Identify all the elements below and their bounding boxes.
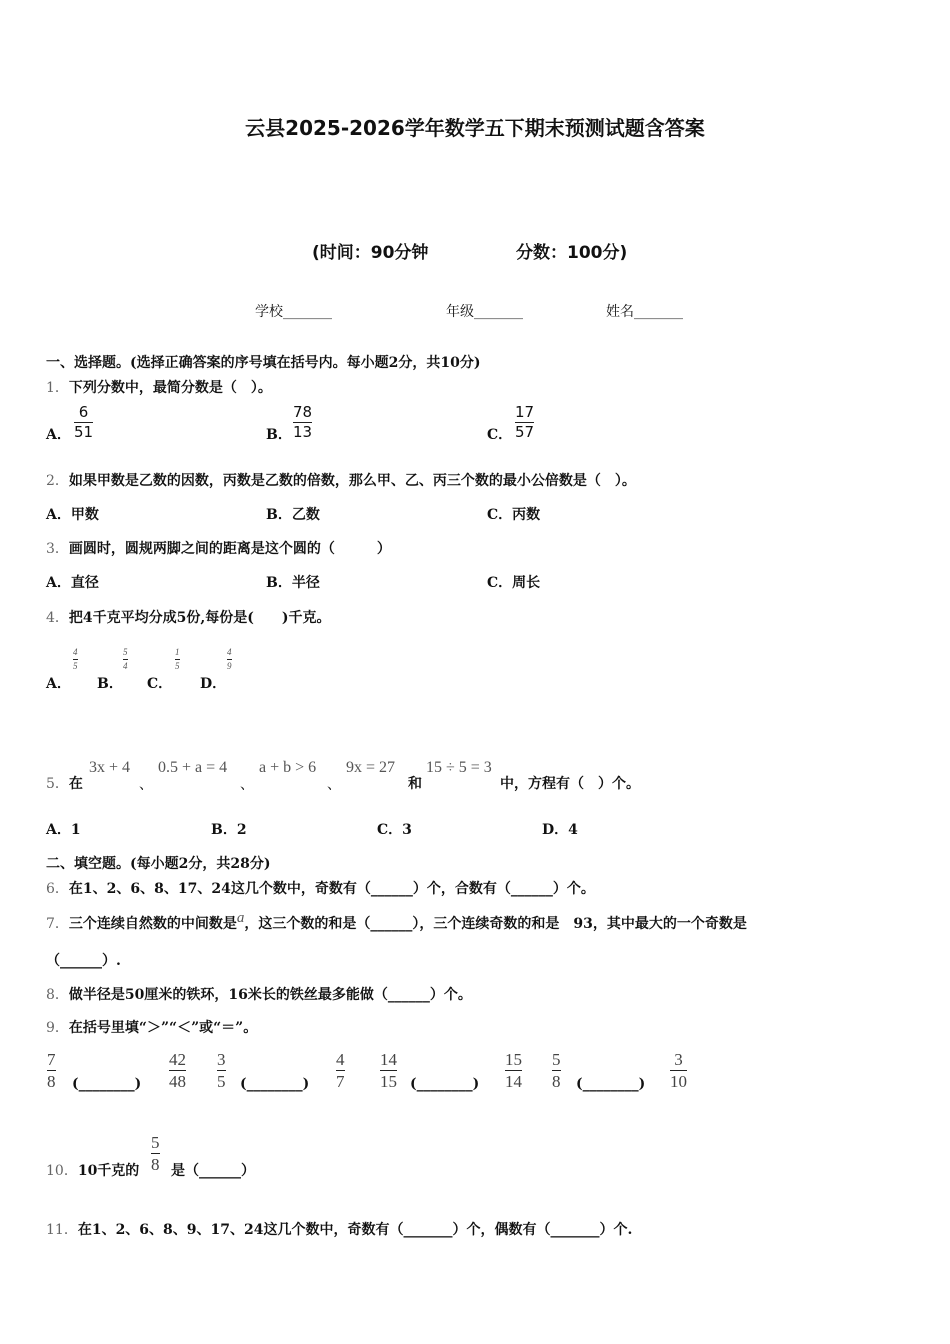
numerator: 15 bbox=[505, 1050, 522, 1069]
score-label: 分数：100分) bbox=[516, 243, 628, 263]
option-label: A． bbox=[46, 507, 71, 523]
time-label: (时间：90分钟 bbox=[312, 243, 429, 263]
option-text: 3 bbox=[402, 822, 412, 838]
question-number: 7． bbox=[46, 916, 69, 932]
q4-option-c-label: C． bbox=[147, 676, 173, 692]
q9-blank-4[interactable]: (________) bbox=[576, 1076, 646, 1092]
question-number: 6． bbox=[46, 881, 69, 897]
option-label: A． bbox=[46, 575, 71, 591]
question-number: 3． bbox=[46, 541, 69, 557]
q1-option-b-label: B． bbox=[266, 427, 292, 443]
q3-option-b bbox=[266, 572, 320, 592]
option-label: A． bbox=[46, 822, 71, 838]
question-number: 9． bbox=[46, 1020, 69, 1036]
denominator: 8 bbox=[47, 1072, 56, 1091]
q9-fraction-2 bbox=[169, 1051, 186, 1090]
denominator: 5 bbox=[175, 661, 180, 671]
numerator: 78 bbox=[293, 403, 313, 421]
denominator: 51 bbox=[74, 423, 94, 441]
question-text: 在1、2、6、8、9、17、24这几个数中，奇数有（_______）个，偶数有（_______）个. bbox=[77, 1222, 633, 1238]
separator: 、 bbox=[240, 777, 254, 793]
question-4 bbox=[46, 607, 331, 627]
denominator: 5 bbox=[73, 661, 78, 671]
q1-option-c-fraction bbox=[515, 405, 534, 440]
q1-option-a-label: A． bbox=[46, 427, 71, 443]
q2-option-b bbox=[266, 504, 320, 524]
q4-option-a-fraction bbox=[73, 648, 78, 671]
q9-fraction-8 bbox=[670, 1051, 687, 1090]
q9-fraction-7 bbox=[552, 1051, 561, 1090]
question-number: 10． bbox=[46, 1163, 78, 1179]
grade-field: 年级_______ bbox=[446, 304, 523, 320]
question-1 bbox=[46, 377, 272, 397]
q10-suffix: 是（______） bbox=[171, 1163, 255, 1179]
q1-option-c-label: C． bbox=[487, 427, 513, 443]
option-text: 2 bbox=[236, 822, 247, 838]
question-11 bbox=[46, 1219, 632, 1239]
question-number: 4． bbox=[46, 610, 69, 626]
denominator: 48 bbox=[169, 1072, 186, 1091]
denominator: 5 bbox=[217, 1072, 226, 1091]
option-label: C． bbox=[487, 507, 513, 523]
question-text: 下列分数中，最简分数是（ ）。 bbox=[68, 380, 272, 396]
q5-option-b bbox=[211, 819, 247, 839]
option-label: B． bbox=[266, 575, 292, 591]
q1-option-b-fraction bbox=[293, 405, 312, 440]
question-text: 做半径是50厘米的铁环，16米长的铁丝最多能做（______）个。 bbox=[68, 987, 472, 1003]
option-label: B． bbox=[266, 507, 292, 523]
q4-option-c-fraction bbox=[175, 648, 180, 671]
school-field: 学校_______ bbox=[255, 304, 332, 320]
q5-option-a bbox=[46, 819, 81, 839]
q4-option-d-label: D． bbox=[200, 676, 227, 692]
variable-a: a bbox=[236, 910, 245, 926]
question-text: 把4千克平均分成5份,每份是( )千克。 bbox=[68, 610, 331, 626]
q5-expression-2: 0.5 + a = 4 bbox=[158, 759, 228, 776]
option-text: 甲数 bbox=[70, 507, 99, 523]
question-7-continued: （______）. bbox=[46, 953, 121, 969]
numerator: 7 bbox=[47, 1050, 56, 1069]
q5-expression-1: 3x + 4 bbox=[89, 759, 131, 776]
option-label: C． bbox=[487, 575, 513, 591]
question-number: 1． bbox=[46, 380, 69, 396]
denominator: 57 bbox=[515, 423, 535, 441]
section-heading-choice: 一、选择题。(选择正确答案的序号填在括号内。每小题2分，共10分) bbox=[46, 355, 481, 371]
numerator: 5 bbox=[552, 1050, 561, 1069]
question-number: 8． bbox=[46, 987, 69, 1003]
denominator: 15 bbox=[380, 1072, 397, 1091]
q9-fraction-5 bbox=[380, 1051, 397, 1090]
numerator: 4 bbox=[73, 647, 78, 657]
question-text: 如果甲数是乙数的因数，丙数是乙数的倍数，那么甲、乙、丙三个数的最小公倍数是（ ）。 bbox=[68, 473, 636, 489]
numerator: 17 bbox=[515, 403, 535, 421]
option-label: B． bbox=[211, 822, 237, 838]
numerator: 3 bbox=[674, 1050, 683, 1069]
option-text: 1 bbox=[70, 822, 81, 838]
section-heading-fill: 二、填空题。(每小题2分，共28分) bbox=[46, 856, 271, 872]
numerator: 42 bbox=[169, 1050, 186, 1069]
page-title: 云县2025-2026学年数学五下期末预测试题含答案 bbox=[245, 116, 705, 140]
question-text: 在 bbox=[68, 776, 83, 792]
q9-fraction-1 bbox=[47, 1051, 56, 1090]
q4-option-a-label: A． bbox=[46, 676, 71, 692]
question-text: 三个连续自然数的中间数是 bbox=[68, 916, 237, 932]
numerator: 3 bbox=[217, 1050, 226, 1069]
q4-option-b-fraction bbox=[123, 648, 128, 671]
question-number: 2． bbox=[46, 473, 69, 489]
question-number: 11． bbox=[46, 1222, 78, 1238]
option-text: 丙数 bbox=[512, 507, 541, 523]
q9-fraction-3 bbox=[217, 1051, 226, 1090]
numerator: 6 bbox=[78, 403, 89, 421]
numerator: 14 bbox=[380, 1050, 397, 1069]
name-field: 姓名_______ bbox=[606, 304, 683, 320]
numerator: 5 bbox=[151, 1133, 160, 1152]
q9-fraction-6 bbox=[505, 1051, 522, 1090]
denominator: 7 bbox=[336, 1072, 345, 1091]
option-text: 4 bbox=[568, 822, 578, 838]
option-text: 半径 bbox=[291, 575, 320, 591]
q9-blank-3[interactable]: (________) bbox=[410, 1076, 480, 1092]
q5-option-c bbox=[377, 819, 412, 839]
numerator: 4 bbox=[227, 647, 232, 657]
question-text: ，这三个数的和是（______），三个连续奇数的和是 93，其中最大的一个奇数是 bbox=[244, 916, 747, 932]
numerator: 1 bbox=[175, 647, 180, 657]
q5-suffix: 中，方程有（ ）个。 bbox=[500, 776, 640, 792]
denominator: 8 bbox=[151, 1155, 160, 1174]
q5-expression-3: a + b > 6 bbox=[259, 759, 317, 776]
option-text: 乙数 bbox=[291, 507, 320, 523]
q1-option-a-fraction bbox=[74, 405, 93, 440]
option-label: C． bbox=[377, 822, 403, 838]
question-5-prefix bbox=[46, 773, 83, 793]
question-text: 在括号里填“＞”“＜”或“＝”。 bbox=[68, 1020, 258, 1036]
q4-option-b-label: B． bbox=[97, 676, 123, 692]
denominator: 14 bbox=[505, 1072, 522, 1091]
question-number: 5． bbox=[46, 776, 69, 792]
question-text: 10千克的 bbox=[77, 1163, 140, 1179]
q3-option-c bbox=[487, 572, 540, 592]
question-8 bbox=[46, 984, 472, 1004]
option-text: 直径 bbox=[70, 575, 99, 591]
question-7 bbox=[46, 910, 747, 933]
denominator: 10 bbox=[670, 1072, 687, 1091]
q4-option-d-fraction bbox=[227, 648, 232, 671]
q2-option-a bbox=[46, 504, 99, 524]
question-10 bbox=[46, 1160, 139, 1180]
question-text: 在1、2、6、8、17、24这几个数中，奇数有（______）个，合数有（______）个。 bbox=[68, 881, 595, 897]
q5-expression-5: 15 ÷ 5 = 3 bbox=[426, 759, 492, 776]
numerator: 5 bbox=[123, 647, 128, 657]
q2-option-c bbox=[487, 504, 540, 524]
question-text: 画圆时，圆规两脚之间的距离是这个圆的（ ） bbox=[68, 541, 391, 557]
q9-fraction-4 bbox=[336, 1051, 345, 1090]
question-3 bbox=[46, 538, 391, 558]
separator: 、 bbox=[327, 777, 341, 793]
q9-blank-2[interactable]: (________) bbox=[240, 1076, 310, 1092]
q5-and-word: 和 bbox=[408, 776, 422, 792]
option-text: 周长 bbox=[512, 575, 541, 591]
question-2 bbox=[46, 470, 636, 490]
denominator: 13 bbox=[293, 423, 313, 441]
separator: 、 bbox=[139, 777, 153, 793]
question-6 bbox=[46, 878, 595, 898]
q10-fraction bbox=[151, 1134, 160, 1173]
numerator: 4 bbox=[336, 1050, 345, 1069]
q5-expression-4: 9x = 27 bbox=[346, 759, 396, 776]
denominator: 9 bbox=[227, 661, 232, 671]
denominator: 4 bbox=[123, 661, 128, 671]
q3-option-a bbox=[46, 572, 99, 592]
q9-blank-1[interactable]: (________) bbox=[72, 1076, 142, 1092]
option-label: D． bbox=[542, 822, 569, 838]
denominator: 8 bbox=[552, 1072, 561, 1091]
question-9 bbox=[46, 1017, 257, 1037]
q5-option-d bbox=[542, 819, 578, 839]
